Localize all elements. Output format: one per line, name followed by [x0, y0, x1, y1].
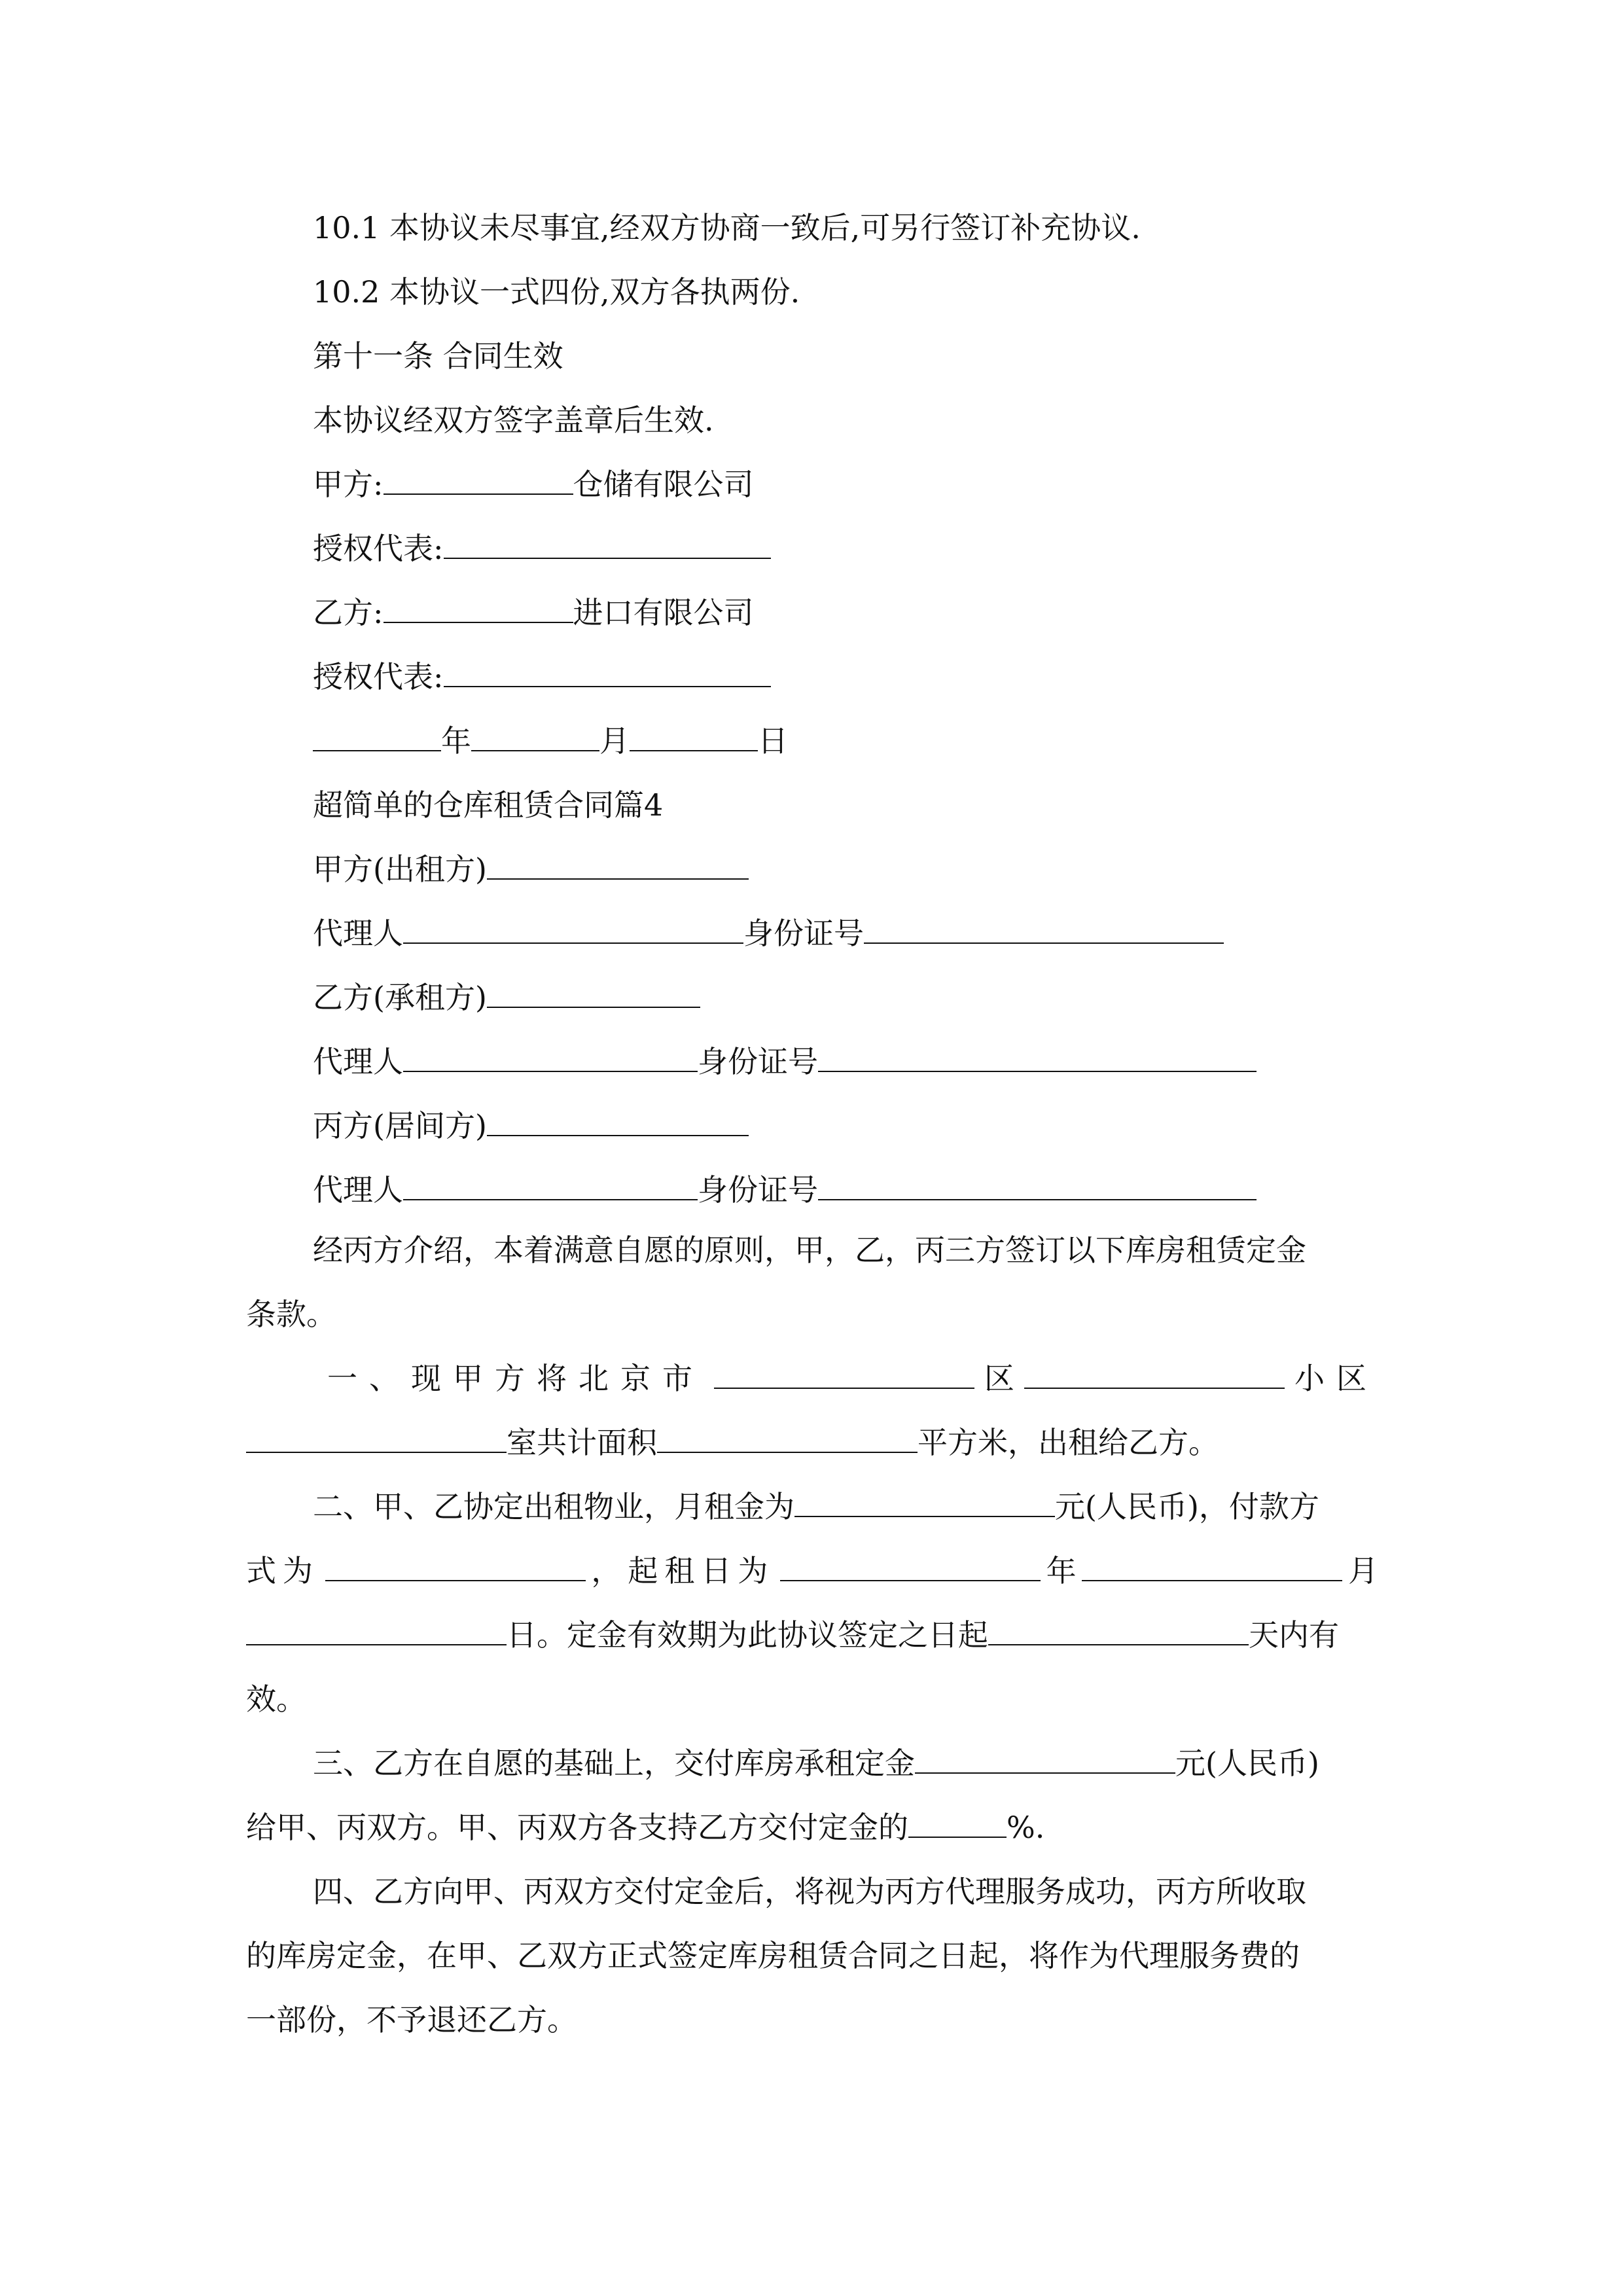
p1-district: 区 [984, 1361, 1014, 1396]
party-a-blank[interactable] [383, 465, 573, 495]
p2-method: 式为 [246, 1553, 319, 1588]
date-day-label: 日 [758, 723, 788, 759]
start-day-blank[interactable] [246, 1615, 507, 1645]
para-3-line-1 [313, 1744, 1319, 1783]
rep-b-label: 授权代表: [313, 659, 444, 694]
rep-a-blank[interactable] [444, 529, 771, 559]
agent-id-blank[interactable] [818, 1170, 1257, 1200]
clause-10-2: 10.2 本协议一式四份,双方各执两份. [313, 274, 800, 310]
lessor-id-blank[interactable] [864, 914, 1224, 944]
agent-proxy-line [313, 1170, 1257, 1210]
start-year-blank[interactable] [780, 1551, 1041, 1581]
para-4-line-3: 一部份，不予退还乙方。 [246, 2002, 577, 2037]
section-title: 超简单的仓库租赁合同篇4 [313, 787, 664, 823]
para-2-line-4: 效。 [246, 1681, 306, 1717]
party-agent-line [313, 1106, 749, 1145]
p2-lead: 二、甲、乙协定出租物业，月租金为 [313, 1489, 794, 1524]
para-4-line-1: 四、乙方向甲、丙双方交付定金后，将视为丙方代理服务成功，丙方所收取 [313, 1874, 1306, 1909]
party-b-label: 乙方: [313, 595, 383, 630]
agent-blank[interactable] [487, 1106, 749, 1136]
proxy-label: 代理人 [313, 916, 403, 951]
area-blank[interactable] [657, 1423, 918, 1453]
validity-days-blank[interactable] [988, 1615, 1249, 1645]
p2-start: ，起租日为 [591, 1553, 775, 1588]
id-label: 身份证号 [743, 916, 864, 951]
lessor-blank[interactable] [487, 850, 749, 880]
signature-rep-b [313, 657, 771, 696]
party-a-suffix: 仓储有限公司 [573, 467, 754, 502]
intro-line-1: 经丙方介绍，本着满意自愿的原则，甲，乙，丙三方签订以下库房租赁定金 [313, 1232, 1306, 1268]
party-agent-label: 丙方(居间方) [313, 1108, 487, 1143]
id-label: 身份证号 [698, 1172, 818, 1208]
day-blank[interactable] [630, 721, 758, 751]
p3-lead: 三、乙方在自愿的基础上，交付库房承租定金 [313, 1746, 915, 1781]
signature-party-b [313, 593, 754, 632]
para-2-line-3 [246, 1615, 1339, 1655]
community-blank[interactable] [246, 1423, 507, 1453]
para-2-line-1 [313, 1487, 1319, 1526]
para-4-line-2: 的库房定金，在甲、乙双方正式签定库房租赁合同之日起，将作为代理服务费的 [246, 1938, 1300, 1973]
party-lessee-line [313, 978, 700, 1017]
clause-10-1: 10.1 本协议未尽事宜,经双方协商一致后,可另行签订补充协议. [313, 210, 1141, 245]
party-lessor-label: 甲方(出租方) [313, 852, 487, 887]
lessor-proxy-line [313, 914, 1224, 953]
rep-a-label: 授权代表: [313, 531, 444, 566]
party-lessee-label: 乙方(承租方) [313, 980, 487, 1015]
lessor-proxy-blank[interactable] [403, 914, 743, 944]
p2-currency: 元(人民币)，付款方 [1055, 1489, 1319, 1524]
deposit-blank[interactable] [915, 1744, 1175, 1774]
p2-year: 年 [1046, 1553, 1077, 1588]
lessee-id-blank[interactable] [818, 1042, 1257, 1072]
party-lessor-line [313, 850, 749, 889]
rep-b-blank[interactable] [444, 657, 771, 687]
para-1-line-2 [246, 1423, 1219, 1462]
p3-currency: 元(人民币) [1175, 1746, 1319, 1781]
p3-support: 给甲、丙双方。甲、丙双方各支持乙方交付定金的 [246, 1810, 908, 1845]
date-month-label: 月 [599, 723, 630, 759]
p2-month: 月 [1347, 1553, 1378, 1588]
para-3-line-2 [246, 1808, 1044, 1847]
lessee-proxy-line [313, 1042, 1257, 1081]
lessee-blank[interactable] [487, 978, 700, 1008]
article-11-body: 本协议经双方签字盖章后生效. [313, 403, 714, 438]
article-11-title: 第十一条 合同生效 [313, 338, 563, 374]
id-label: 身份证号 [698, 1044, 818, 1079]
p2-validity: 日。定金有效期为此协议签定之日起 [507, 1617, 988, 1653]
signature-date [313, 721, 788, 761]
rent-blank[interactable] [794, 1487, 1055, 1517]
month-blank[interactable] [471, 721, 599, 751]
para-2-line-2 [246, 1551, 1378, 1590]
percent-blank[interactable] [908, 1808, 1007, 1838]
date-year-label: 年 [441, 723, 471, 759]
party-b-suffix: 进口有限公司 [573, 595, 754, 630]
lessee-proxy-blank[interactable] [403, 1042, 698, 1072]
para-1-line-1 [327, 1359, 1378, 1398]
signature-rep-a [313, 529, 771, 568]
p1-room: 室共计面积 [507, 1425, 657, 1460]
proxy-label: 代理人 [313, 1044, 403, 1079]
district-blank[interactable] [1024, 1359, 1285, 1389]
p3-percent: %. [1007, 1810, 1045, 1845]
intro-line-2: 条款。 [246, 1297, 336, 1332]
party-a-label: 甲方: [313, 467, 383, 502]
p1-lead: 一、现甲方将北京市 [327, 1361, 704, 1396]
agent-proxy-blank[interactable] [403, 1170, 698, 1200]
p1-community: 小区 [1294, 1361, 1378, 1396]
year-blank[interactable] [313, 721, 441, 751]
party-b-blank[interactable] [383, 593, 573, 623]
start-month-blank[interactable] [1082, 1551, 1342, 1581]
city-blank[interactable] [714, 1359, 974, 1389]
p1-end: 平方米，出租给乙方。 [918, 1425, 1219, 1460]
signature-party-a [313, 465, 754, 504]
payment-method-blank[interactable] [325, 1551, 586, 1581]
proxy-label: 代理人 [313, 1172, 403, 1208]
p2-days: 天内有 [1249, 1617, 1339, 1653]
